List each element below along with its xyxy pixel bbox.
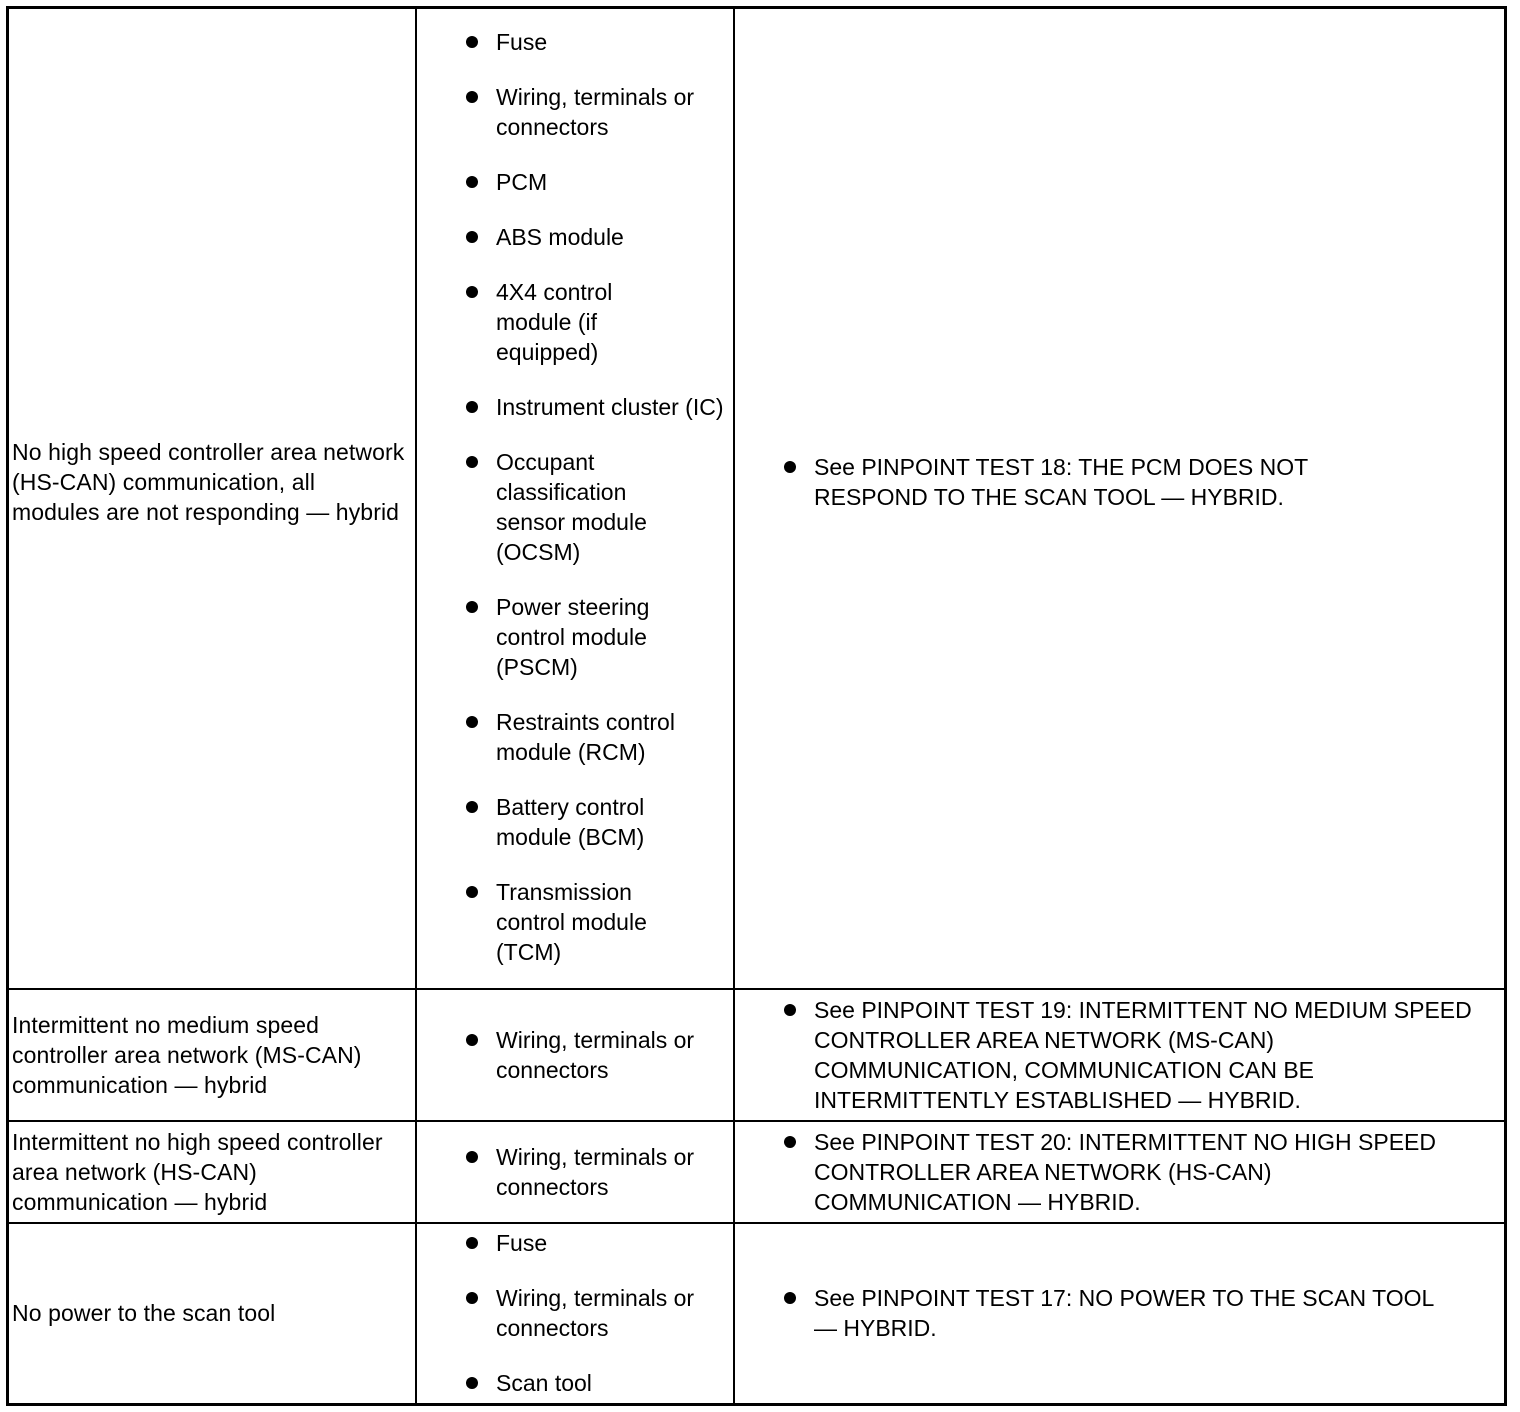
possible-sources-list — [417, 1025, 733, 1085]
action-list — [735, 1127, 1504, 1217]
list-item: Scan tool — [417, 1368, 733, 1398]
column-divider — [415, 9, 417, 1403]
list-item: See PINPOINT TEST 18: THE PCM DOES NOT RESPOND TO THE SCAN TOOL — HYBRID. — [735, 452, 1504, 512]
bullet-icon — [466, 1237, 478, 1249]
list-item: See PINPOINT TEST 17: NO POWER TO THE SCAN TOOL — HYBRID. — [735, 1283, 1504, 1343]
bullet-icon — [466, 36, 478, 48]
list-item: PCM — [417, 167, 733, 197]
list-item: Fuse — [417, 1228, 733, 1258]
possible-sources-cell — [417, 9, 733, 989]
bullet-icon — [784, 461, 796, 473]
list-item: Wiring, terminals or connectors — [417, 82, 733, 142]
bullet-icon — [466, 1151, 478, 1163]
bullet-icon — [466, 1377, 478, 1389]
list-item: Instrument cluster (IC) — [417, 392, 733, 422]
possible-sources-cell — [417, 989, 733, 1121]
bullet-icon — [784, 1136, 796, 1148]
condition-text: No high speed controller area network (HS-CAN) communication, all modules are not responding — hybrid — [12, 439, 405, 525]
bullet-icon — [466, 456, 478, 468]
list-item: Battery control module (BCM) — [417, 792, 733, 852]
possible-sources-list — [417, 1228, 733, 1398]
bullet-icon — [466, 1034, 478, 1046]
bullet-icon — [466, 401, 478, 413]
list-item: Power steering control module (PSCM) — [417, 592, 733, 682]
list-item: See PINPOINT TEST 19: INTERMITTENT NO MEDIUM SPEED CONTROLLER AREA NETWORK (MS-CAN) COMMUNICATION, COMMUNICATION CAN BE INTERMITTENTLY ESTABLISHED — HYBRID. — [735, 995, 1504, 1115]
possible-sources-cell — [417, 1223, 733, 1403]
action-cell — [735, 9, 1504, 989]
possible-sources-cell — [417, 1121, 733, 1223]
table-row — [9, 989, 1504, 1121]
condition-text: Intermittent no high speed controller area network (HS-CAN) communication — hybrid — [12, 1129, 383, 1215]
action-cell — [735, 1121, 1504, 1223]
bullet-icon — [784, 1292, 796, 1304]
bullet-icon — [466, 91, 478, 103]
condition-cell — [9, 1223, 415, 1403]
list-item: Restraints control module (RCM) — [417, 707, 733, 767]
column-divider — [733, 9, 735, 1403]
condition-cell — [9, 1121, 415, 1223]
bullet-icon — [466, 176, 478, 188]
row-divider — [9, 1120, 1504, 1122]
action-list — [735, 452, 1504, 512]
list-item: 4X4 control module (if equipped) — [417, 277, 733, 367]
condition-cell — [9, 989, 415, 1121]
row-divider — [9, 1222, 1504, 1224]
condition-text: Intermittent no medium speed controller area network (MS-CAN) communication — hybrid — [12, 1012, 362, 1098]
action-cell — [735, 989, 1504, 1121]
table-row — [9, 1121, 1504, 1223]
list-item: See PINPOINT TEST 20: INTERMITTENT NO HIGH SPEED CONTROLLER AREA NETWORK (HS-CAN) COMMUNICATION — HYBRID. — [735, 1127, 1504, 1217]
bullet-icon — [466, 1292, 478, 1304]
list-item: Wiring, terminals or connectors — [417, 1142, 733, 1202]
list-item: Transmission control module (TCM) — [417, 877, 733, 967]
list-item: Wiring, terminals or connectors — [417, 1283, 733, 1343]
action-cell — [735, 1223, 1504, 1403]
table-row — [9, 1223, 1504, 1403]
condition-cell — [9, 9, 415, 989]
symptom-chart-table — [6, 6, 1507, 1406]
bullet-icon — [466, 886, 478, 898]
condition-text: No power to the scan tool — [12, 1300, 276, 1326]
bullet-icon — [466, 231, 478, 243]
list-item: Wiring, terminals or connectors — [417, 1025, 733, 1085]
row-divider — [9, 988, 1504, 990]
possible-sources-list — [417, 1142, 733, 1202]
action-list — [735, 1283, 1504, 1343]
bullet-icon — [466, 801, 478, 813]
list-item: Fuse — [417, 27, 733, 57]
list-item: ABS module — [417, 222, 733, 252]
possible-sources-list — [417, 27, 733, 967]
list-item: Occupant classification sensor module (OCSM) — [417, 447, 733, 567]
bullet-icon — [466, 286, 478, 298]
action-list — [735, 995, 1504, 1115]
bullet-icon — [466, 601, 478, 613]
bullet-icon — [784, 1004, 796, 1016]
bullet-icon — [466, 716, 478, 728]
table-row — [9, 9, 1504, 989]
